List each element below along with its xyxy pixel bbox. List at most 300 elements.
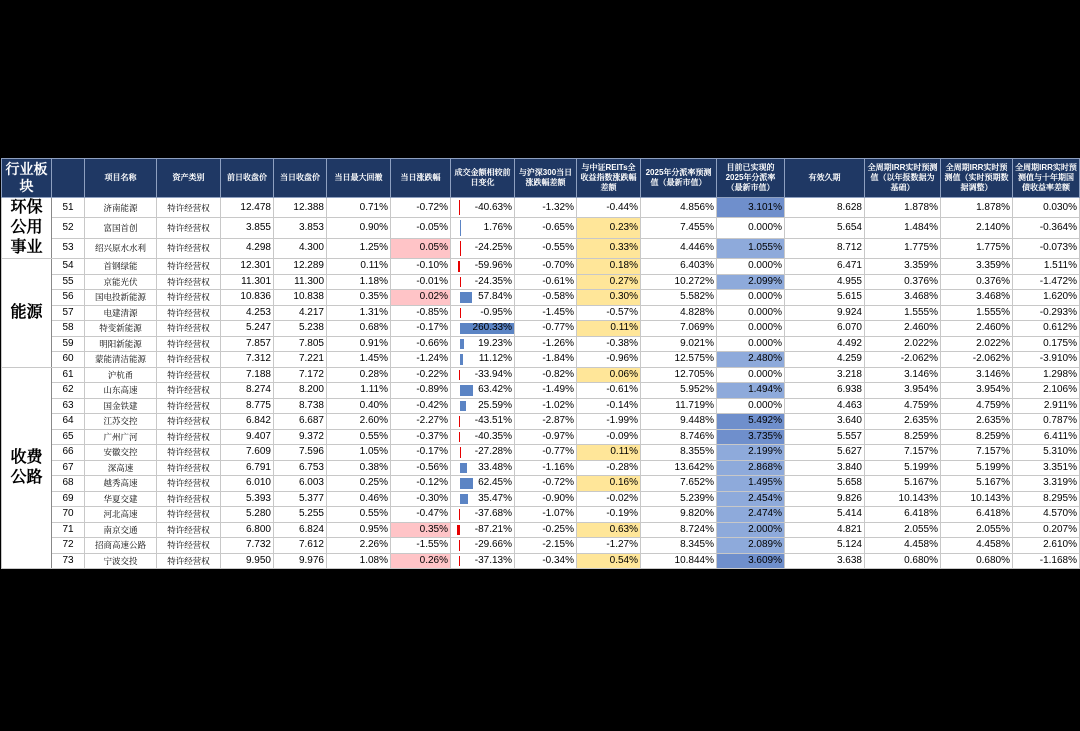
header-sector: 行业板块: [2, 159, 52, 198]
vs-hs300-cell: -0.77%: [515, 445, 577, 461]
asset-type: 特许经营权: [157, 274, 221, 290]
project-name: 南京交通: [85, 522, 157, 538]
vs-hs300-cell: -0.97%: [515, 429, 577, 445]
irr-spread-cell: -0.293%: [1013, 305, 1080, 321]
close-cell: 12.289: [274, 259, 327, 275]
volume-change-cell: [451, 290, 515, 306]
change-cell: -2.27%: [391, 414, 451, 430]
volume-change-cell: [451, 321, 515, 337]
header-irr-adjusted: 全周期IRR实时预测值（实时预期数据调整）: [941, 159, 1013, 198]
irr-annual-cell: 6.418%: [865, 507, 941, 523]
row-number: 65: [52, 429, 85, 445]
table-row[interactable]: [2, 383, 1080, 399]
table-row[interactable]: [2, 321, 1080, 337]
close-cell: 7.612: [274, 538, 327, 554]
volume-change-bar: [459, 370, 460, 381]
change-cell: 0.35%: [391, 522, 451, 538]
header-row: [2, 159, 1080, 198]
row-number: 56: [52, 290, 85, 306]
irr-spread-cell: 4.570%: [1013, 507, 1080, 523]
realized-2025-cell: 2.000%: [717, 522, 785, 538]
irr-adjusted-cell: 3.359%: [941, 259, 1013, 275]
header-max-drawdown: 当日最大回撤: [327, 159, 391, 198]
irr-spread-cell: 1.620%: [1013, 290, 1080, 306]
header-irr-annual: 全周期IRR实时预测值（以年报数据为基础）: [865, 159, 941, 198]
vs-hs300-cell: -1.45%: [515, 305, 577, 321]
volume-change-bar: [460, 220, 461, 235]
duration-cell: 3.640: [785, 414, 865, 430]
project-name: 绍兴原水水利: [85, 238, 157, 258]
asset-type: 特许经营权: [157, 259, 221, 275]
close-cell: 7.805: [274, 336, 327, 352]
asset-type: 特许经营权: [157, 398, 221, 414]
irr-adjusted-cell: 4.458%: [941, 538, 1013, 554]
row-number: 60: [52, 352, 85, 368]
prev-close-cell: 4.298: [221, 238, 274, 258]
irr-adjusted-cell: 7.157%: [941, 445, 1013, 461]
table-row[interactable]: [2, 445, 1080, 461]
volume-change-label: 35.47%: [478, 492, 512, 504]
volume-change-bar: [460, 385, 473, 396]
volume-change-bar: [460, 478, 473, 489]
volume-change-label: -43.51%: [474, 415, 512, 427]
header-close: 当日收盘价: [274, 159, 327, 198]
vs-hs300-cell: -1.84%: [515, 352, 577, 368]
irr-annual-cell: 2.022%: [865, 336, 941, 352]
volume-change-cell: [451, 274, 515, 290]
volume-change-label: 1.76%: [483, 221, 512, 233]
asset-type: 特许经营权: [157, 476, 221, 492]
close-cell: 7.172: [274, 367, 327, 383]
max-drawdown-cell: 1.45%: [327, 352, 391, 368]
project-name: 广州广河: [85, 429, 157, 445]
irr-annual-cell: 10.143%: [865, 491, 941, 507]
volume-change-cell: [451, 383, 515, 399]
table-row[interactable]: [2, 290, 1080, 306]
change-cell: -0.05%: [391, 218, 451, 238]
volume-change-label: -37.68%: [474, 508, 512, 520]
irr-adjusted-cell: 1.555%: [941, 305, 1013, 321]
irr-annual-cell: 2.635%: [865, 414, 941, 430]
irr-adjusted-cell: 2.460%: [941, 321, 1013, 337]
irr-annual-cell: 2.055%: [865, 522, 941, 538]
irr-spread-cell: 0.787%: [1013, 414, 1080, 430]
irr-annual-cell: 1.555%: [865, 305, 941, 321]
max-drawdown-cell: 0.35%: [327, 290, 391, 306]
table-row[interactable]: [2, 352, 1080, 368]
prev-close-cell: 10.836: [221, 290, 274, 306]
volume-change-cell: [451, 218, 515, 238]
yield-2025-cell: 13.642%: [641, 460, 717, 476]
volume-change-label: -24.25%: [474, 242, 512, 254]
volume-change-bar: [460, 308, 461, 319]
max-drawdown-cell: 2.26%: [327, 538, 391, 554]
vs-hs300-cell: -0.70%: [515, 259, 577, 275]
table-row[interactable]: [2, 538, 1080, 554]
prev-close-cell: 5.393: [221, 491, 274, 507]
row-number: 53: [52, 238, 85, 258]
volume-change-label: 25.59%: [478, 399, 512, 411]
duration-cell: 5.557: [785, 429, 865, 445]
max-drawdown-cell: 0.55%: [327, 429, 391, 445]
change-cell: -0.72%: [391, 198, 451, 218]
row-number: 71: [52, 522, 85, 538]
vs-reits-cell: 0.16%: [577, 476, 641, 492]
realized-2025-cell: 1.495%: [717, 476, 785, 492]
irr-adjusted-cell: 10.143%: [941, 491, 1013, 507]
realized-2025-cell: 2.474%: [717, 507, 785, 523]
asset-type: 特许经营权: [157, 522, 221, 538]
volume-change-cell: [451, 553, 515, 569]
asset-type: 特许经营权: [157, 198, 221, 218]
volume-change-bar: [459, 416, 461, 427]
project-name: 国金铁建: [85, 398, 157, 414]
vs-hs300-cell: -1.07%: [515, 507, 577, 523]
asset-type: 特许经营权: [157, 538, 221, 554]
close-cell: 5.238: [274, 321, 327, 337]
max-drawdown-cell: 0.38%: [327, 460, 391, 476]
table-row[interactable]: [2, 476, 1080, 492]
duration-cell: 8.712: [785, 238, 865, 258]
project-name: 京能光伏: [85, 274, 157, 290]
close-cell: 10.838: [274, 290, 327, 306]
volume-change-bar: [459, 200, 460, 215]
project-name: 电建清源: [85, 305, 157, 321]
prev-close-cell: 3.855: [221, 218, 274, 238]
yield-2025-cell: 5.952%: [641, 383, 717, 399]
volume-change-cell: [451, 476, 515, 492]
vs-hs300-cell: -0.82%: [515, 367, 577, 383]
table-row[interactable]: [2, 507, 1080, 523]
yield-2025-cell: 7.652%: [641, 476, 717, 492]
realized-2025-cell: 2.454%: [717, 491, 785, 507]
change-cell: -0.56%: [391, 460, 451, 476]
irr-annual-cell: 0.680%: [865, 553, 941, 569]
max-drawdown-cell: 0.71%: [327, 198, 391, 218]
header-realized-2025: 目前已实现的2025年分派率（最新市值）: [717, 159, 785, 198]
close-cell: 6.753: [274, 460, 327, 476]
irr-adjusted-cell: 3.954%: [941, 383, 1013, 399]
vs-reits-cell: 0.54%: [577, 553, 641, 569]
row-number: 72: [52, 538, 85, 554]
row-number: 61: [52, 367, 85, 383]
table-row[interactable]: [2, 367, 1080, 383]
volume-change-bar: [460, 339, 464, 350]
prev-close-cell: 12.478: [221, 198, 274, 218]
duration-cell: 6.471: [785, 259, 865, 275]
asset-type: 特许经营权: [157, 238, 221, 258]
header-irr-spread: 全周期IRR实时预测值与十年期国债收益率差额: [1013, 159, 1080, 198]
volume-change-cell: [451, 429, 515, 445]
duration-cell: 3.638: [785, 553, 865, 569]
volume-change-bar: [460, 494, 467, 505]
table-row[interactable]: [2, 198, 1080, 218]
yield-2025-cell: 8.355%: [641, 445, 717, 461]
irr-spread-cell: 2.610%: [1013, 538, 1080, 554]
prev-close-cell: 6.842: [221, 414, 274, 430]
duration-cell: 3.218: [785, 367, 865, 383]
table-row[interactable]: [2, 553, 1080, 569]
row-number: 64: [52, 414, 85, 430]
table-row[interactable]: [2, 259, 1080, 275]
volume-change-cell: [451, 445, 515, 461]
vs-hs300-cell: -0.90%: [515, 491, 577, 507]
max-drawdown-cell: 2.60%: [327, 414, 391, 430]
project-name: 河北高速: [85, 507, 157, 523]
vs-reits-cell: 0.11%: [577, 321, 641, 337]
irr-annual-cell: 5.199%: [865, 460, 941, 476]
volume-change-label: 260.33%: [472, 322, 512, 334]
volume-change-label: 57.84%: [478, 291, 512, 303]
max-drawdown-cell: 0.25%: [327, 476, 391, 492]
duration-cell: 5.654: [785, 218, 865, 238]
header-type: 资产类别: [157, 159, 221, 198]
realized-2025-cell: 1.494%: [717, 383, 785, 399]
max-drawdown-cell: 0.46%: [327, 491, 391, 507]
realized-2025-cell: 0.000%: [717, 290, 785, 306]
vs-hs300-cell: -2.15%: [515, 538, 577, 554]
vs-hs300-cell: -1.49%: [515, 383, 577, 399]
project-name: 安徽交控: [85, 445, 157, 461]
max-drawdown-cell: 0.91%: [327, 336, 391, 352]
vs-reits-cell: 0.33%: [577, 238, 641, 258]
prev-close-cell: 7.188: [221, 367, 274, 383]
max-drawdown-cell: 1.25%: [327, 238, 391, 258]
project-name: 特变新能源: [85, 321, 157, 337]
project-name: 江苏交控: [85, 414, 157, 430]
row-number: 68: [52, 476, 85, 492]
table-row[interactable]: [2, 274, 1080, 290]
prev-close-cell: 6.800: [221, 522, 274, 538]
volume-change-bar: [459, 432, 460, 443]
header-vs-hs300: 与沪深300当日涨跌幅差额: [515, 159, 577, 198]
irr-adjusted-cell: 2.140%: [941, 218, 1013, 238]
close-cell: 3.853: [274, 218, 327, 238]
header-volume-change: 成交金额相较前日变化: [451, 159, 515, 198]
irr-adjusted-cell: 3.146%: [941, 367, 1013, 383]
realized-2025-cell: 0.000%: [717, 259, 785, 275]
table-row[interactable]: [2, 398, 1080, 414]
row-number: 54: [52, 259, 85, 275]
asset-type: 特许经营权: [157, 553, 221, 569]
irr-spread-cell: -1.472%: [1013, 274, 1080, 290]
vs-reits-cell: 0.27%: [577, 274, 641, 290]
irr-spread-cell: -0.364%: [1013, 218, 1080, 238]
irr-annual-cell: 8.259%: [865, 429, 941, 445]
project-name: 深高速: [85, 460, 157, 476]
prev-close-cell: 8.775: [221, 398, 274, 414]
prev-close-cell: 5.280: [221, 507, 274, 523]
table-row[interactable]: [2, 414, 1080, 430]
vs-reits-cell: -0.14%: [577, 398, 641, 414]
vs-hs300-cell: -0.65%: [515, 218, 577, 238]
change-cell: -0.42%: [391, 398, 451, 414]
realized-2025-cell: 0.000%: [717, 305, 785, 321]
close-cell: 6.003: [274, 476, 327, 492]
max-drawdown-cell: 0.55%: [327, 507, 391, 523]
yield-2025-cell: 11.719%: [641, 398, 717, 414]
volume-change-label: 19.23%: [478, 337, 512, 349]
yield-2025-cell: 12.705%: [641, 367, 717, 383]
volume-change-cell: [451, 259, 515, 275]
table-row[interactable]: [2, 305, 1080, 321]
vs-reits-cell: -0.02%: [577, 491, 641, 507]
duration-cell: 5.627: [785, 445, 865, 461]
row-number: 63: [52, 398, 85, 414]
vs-hs300-cell: -1.02%: [515, 398, 577, 414]
irr-spread-cell: 1.298%: [1013, 367, 1080, 383]
max-drawdown-cell: 1.11%: [327, 383, 391, 399]
realized-2025-cell: 2.199%: [717, 445, 785, 461]
volume-change-label: 63.42%: [478, 384, 512, 396]
asset-type: 特许经营权: [157, 445, 221, 461]
duration-cell: 9.826: [785, 491, 865, 507]
asset-type: 特许经营权: [157, 491, 221, 507]
volume-change-bar: [460, 292, 472, 303]
prev-close-cell: 7.609: [221, 445, 274, 461]
asset-type: 特许经营权: [157, 290, 221, 306]
change-cell: -1.55%: [391, 538, 451, 554]
realized-2025-cell: 3.609%: [717, 553, 785, 569]
volume-change-cell: [451, 522, 515, 538]
vs-reits-cell: -0.28%: [577, 460, 641, 476]
irr-annual-cell: -2.062%: [865, 352, 941, 368]
prev-close-cell: 8.274: [221, 383, 274, 399]
irr-spread-cell: 0.030%: [1013, 198, 1080, 218]
volume-change-bar: [459, 540, 460, 551]
close-cell: 4.217: [274, 305, 327, 321]
change-cell: -1.24%: [391, 352, 451, 368]
row-number: 69: [52, 491, 85, 507]
close-cell: 5.377: [274, 491, 327, 507]
prev-close-cell: 12.301: [221, 259, 274, 275]
change-cell: -0.30%: [391, 491, 451, 507]
table-row[interactable]: [2, 460, 1080, 476]
yield-2025-cell: 9.820%: [641, 507, 717, 523]
project-name: 山东高速: [85, 383, 157, 399]
realized-2025-cell: 2.480%: [717, 352, 785, 368]
irr-annual-cell: 1.775%: [865, 238, 941, 258]
volume-change-bar: [460, 463, 467, 474]
vs-hs300-cell: -1.16%: [515, 460, 577, 476]
asset-type: 特许经营权: [157, 218, 221, 238]
irr-adjusted-cell: 2.055%: [941, 522, 1013, 538]
irr-adjusted-cell: 6.418%: [941, 507, 1013, 523]
project-name: 招商高速公路: [85, 538, 157, 554]
vs-reits-cell: -1.99%: [577, 414, 641, 430]
close-cell: 8.738: [274, 398, 327, 414]
irr-spread-cell: 2.911%: [1013, 398, 1080, 414]
duration-cell: 4.492: [785, 336, 865, 352]
vs-hs300-cell: -0.55%: [515, 238, 577, 258]
yield-2025-cell: 8.724%: [641, 522, 717, 538]
prev-close-cell: 11.301: [221, 274, 274, 290]
table-row[interactable]: [2, 336, 1080, 352]
volume-change-bar: [459, 556, 460, 567]
irr-adjusted-cell: 2.022%: [941, 336, 1013, 352]
max-drawdown-cell: 0.28%: [327, 367, 391, 383]
change-cell: -0.47%: [391, 507, 451, 523]
irr-spread-cell: 2.106%: [1013, 383, 1080, 399]
volume-change-label: -37.13%: [474, 554, 512, 566]
max-drawdown-cell: 0.95%: [327, 522, 391, 538]
irr-adjusted-cell: -2.062%: [941, 352, 1013, 368]
irr-adjusted-cell: 3.468%: [941, 290, 1013, 306]
change-cell: -0.12%: [391, 476, 451, 492]
irr-annual-cell: 1.878%: [865, 198, 941, 218]
asset-type: 特许经营权: [157, 429, 221, 445]
volume-change-bar: [460, 354, 462, 365]
row-number: 70: [52, 507, 85, 523]
realized-2025-cell: 0.000%: [717, 367, 785, 383]
duration-cell: 4.259: [785, 352, 865, 368]
table-row[interactable]: [2, 218, 1080, 238]
volume-change-label: 62.45%: [478, 477, 512, 489]
realized-2025-cell: 5.492%: [717, 414, 785, 430]
change-cell: 0.05%: [391, 238, 451, 258]
volume-change-cell: [451, 352, 515, 368]
yield-2025-cell: 9.021%: [641, 336, 717, 352]
irr-spread-cell: -1.168%: [1013, 553, 1080, 569]
duration-cell: 3.840: [785, 460, 865, 476]
volume-change-bar: [458, 261, 460, 272]
irr-annual-cell: 4.458%: [865, 538, 941, 554]
table-row[interactable]: [2, 429, 1080, 445]
irr-spread-cell: -0.073%: [1013, 238, 1080, 258]
irr-spread-cell: 3.351%: [1013, 460, 1080, 476]
change-cell: -0.37%: [391, 429, 451, 445]
volume-change-cell: [451, 491, 515, 507]
max-drawdown-cell: 1.18%: [327, 274, 391, 290]
prev-close-cell: 6.791: [221, 460, 274, 476]
irr-adjusted-cell: 5.199%: [941, 460, 1013, 476]
vs-hs300-cell: -0.34%: [515, 553, 577, 569]
close-cell: 8.200: [274, 383, 327, 399]
project-name: 明阳新能源: [85, 336, 157, 352]
vs-reits-cell: 0.63%: [577, 522, 641, 538]
vs-reits-cell: 0.30%: [577, 290, 641, 306]
duration-cell: 5.414: [785, 507, 865, 523]
vs-reits-cell: 0.06%: [577, 367, 641, 383]
table-row[interactable]: [2, 491, 1080, 507]
close-cell: 9.372: [274, 429, 327, 445]
sector-label: 环保公用事业: [2, 198, 52, 259]
vs-hs300-cell: -0.72%: [515, 476, 577, 492]
project-name: 越秀高速: [85, 476, 157, 492]
reits-table: [1, 158, 1080, 569]
row-number: 62: [52, 383, 85, 399]
vs-reits-cell: -0.09%: [577, 429, 641, 445]
yield-2025-cell: 10.272%: [641, 274, 717, 290]
change-cell: -0.22%: [391, 367, 451, 383]
volume-change-label: -27.28%: [474, 446, 512, 458]
vs-reits-cell: 0.23%: [577, 218, 641, 238]
irr-spread-cell: 3.319%: [1013, 476, 1080, 492]
table-row[interactable]: [2, 522, 1080, 538]
irr-annual-cell: 3.468%: [865, 290, 941, 306]
change-cell: -0.10%: [391, 259, 451, 275]
table-row[interactable]: [2, 238, 1080, 258]
project-name: 华夏交建: [85, 491, 157, 507]
max-drawdown-cell: 0.68%: [327, 321, 391, 337]
yield-2025-cell: 4.828%: [641, 305, 717, 321]
yield-2025-cell: 10.844%: [641, 553, 717, 569]
prev-close-cell: 5.247: [221, 321, 274, 337]
asset-type: 特许经营权: [157, 352, 221, 368]
max-drawdown-cell: 1.05%: [327, 445, 391, 461]
close-cell: 7.221: [274, 352, 327, 368]
yield-2025-cell: 6.403%: [641, 259, 717, 275]
